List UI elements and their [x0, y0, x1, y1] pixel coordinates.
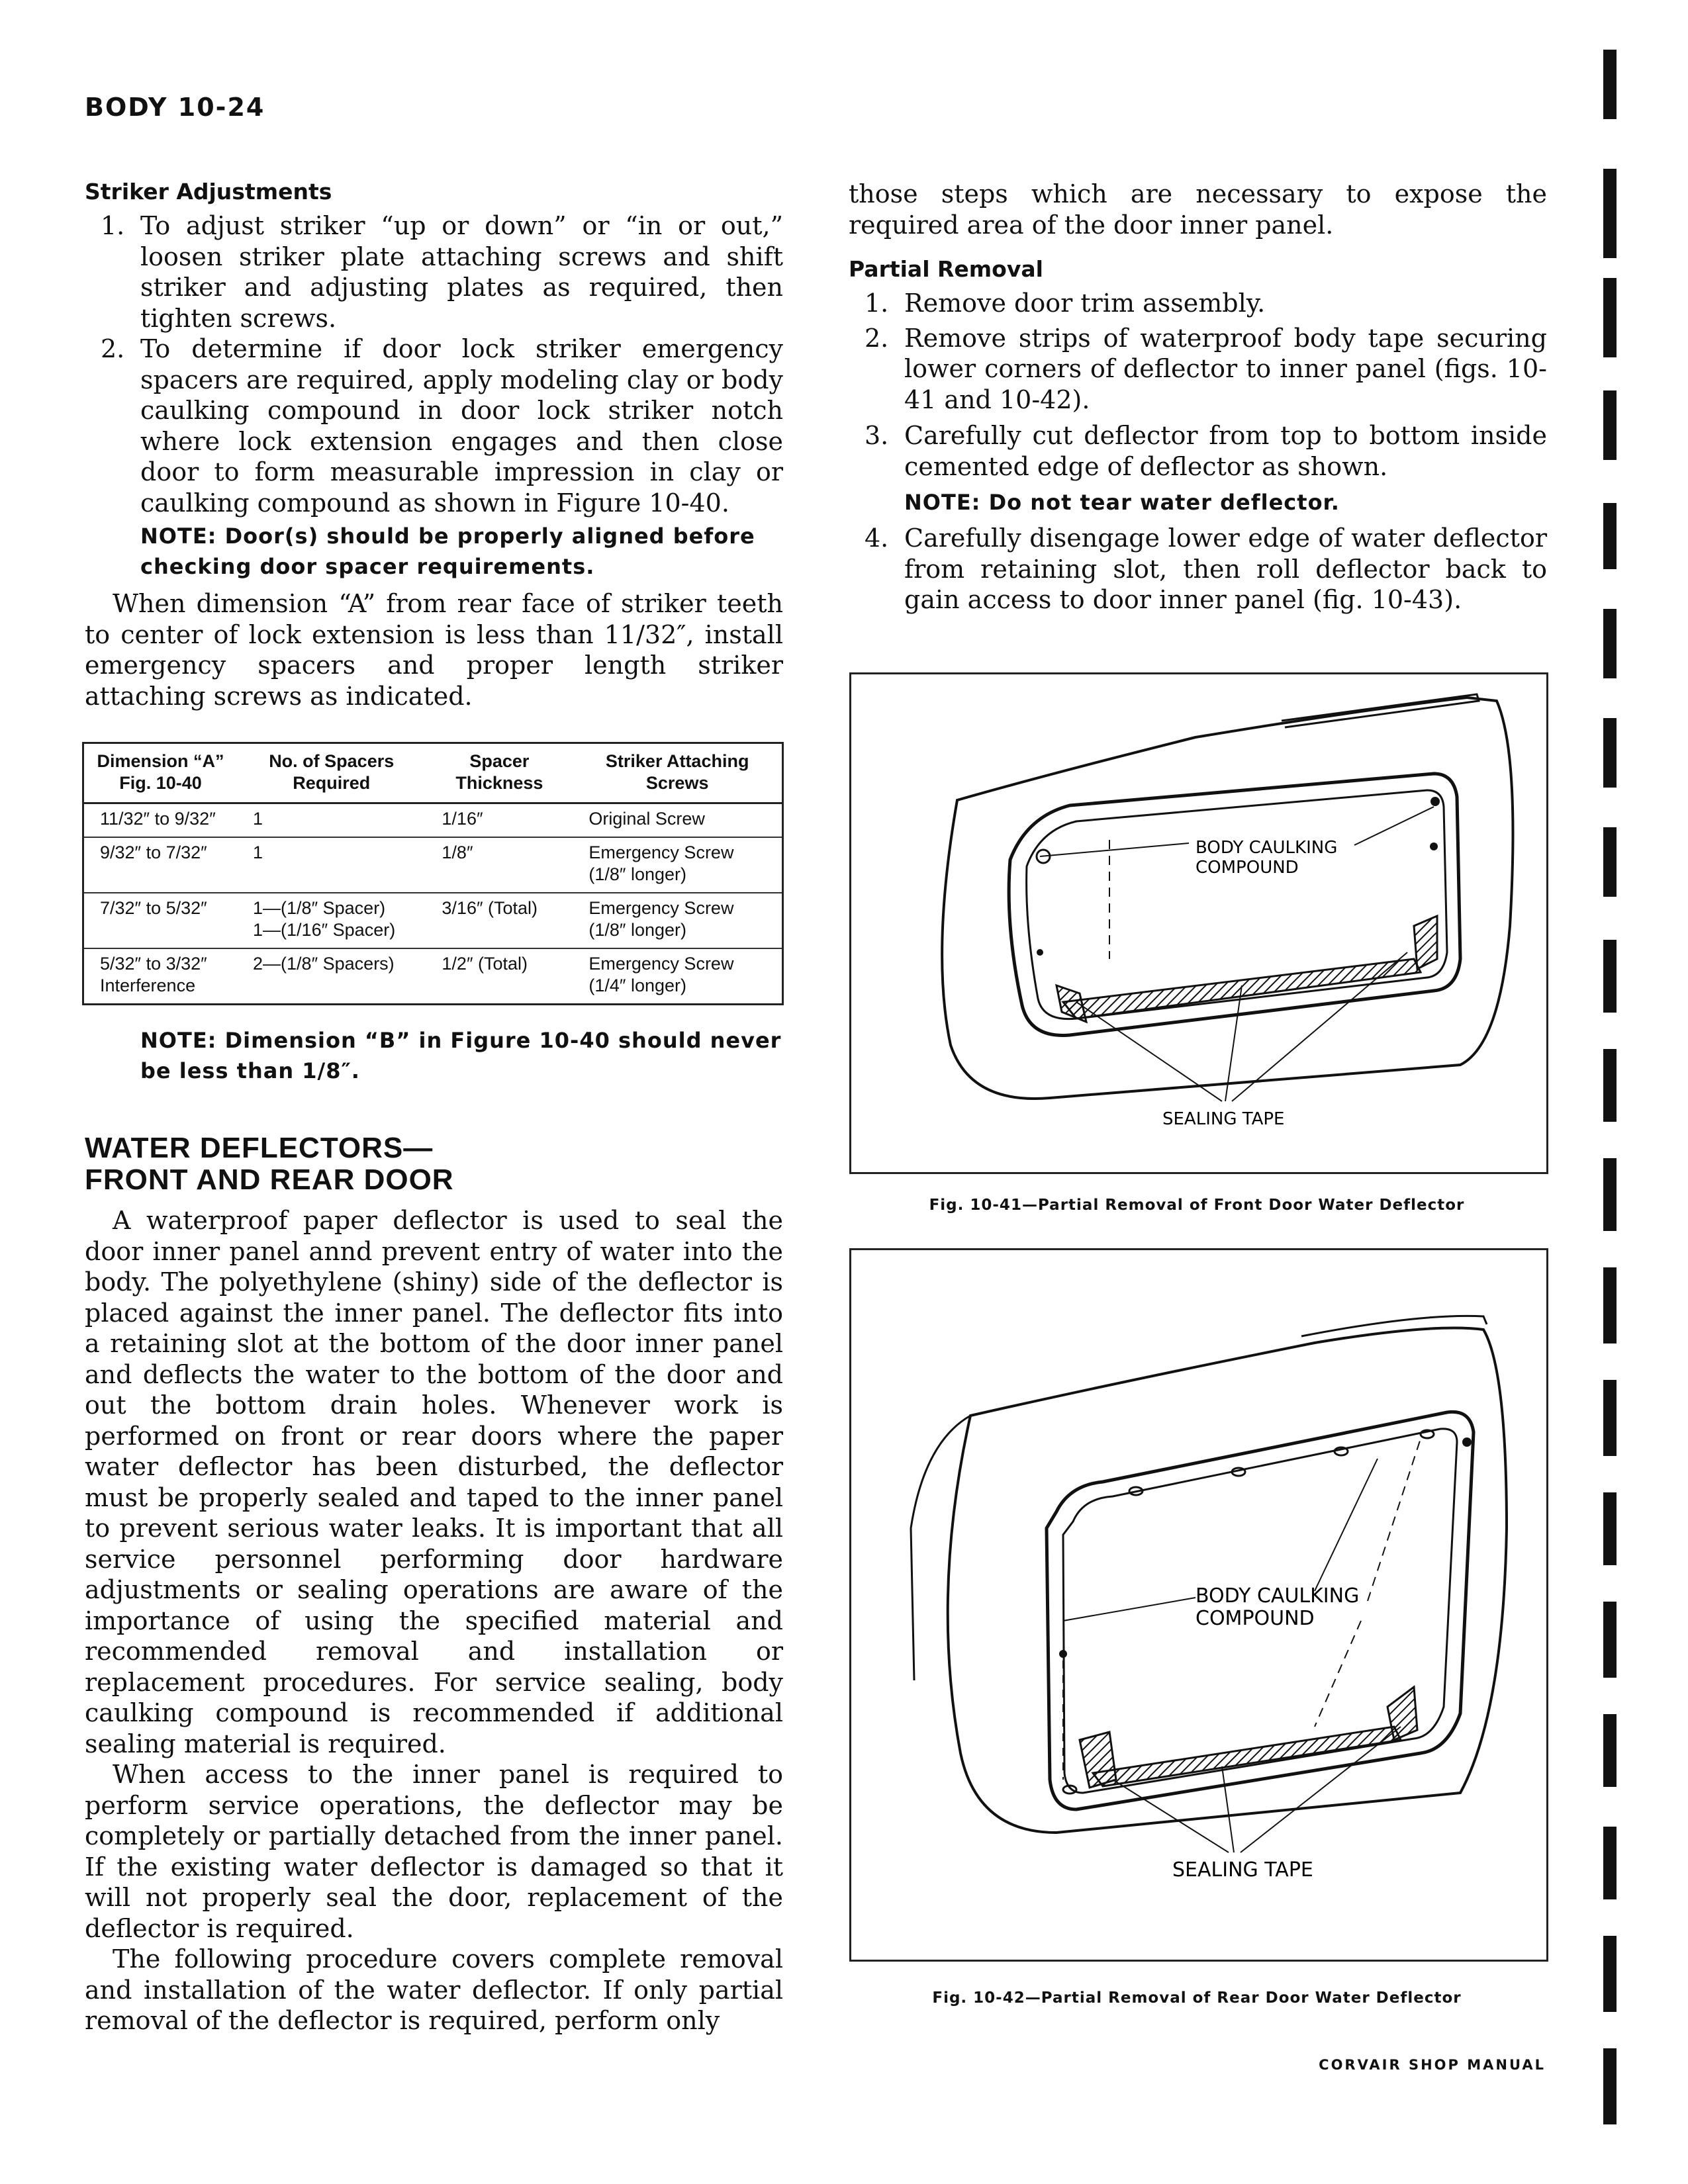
table-header: Striker Attaching Screws [573, 743, 782, 803]
partial-removal-heading: Partial Removal [849, 256, 1043, 282]
fig41-caulk-label-2: COMPOUND [1196, 858, 1299, 878]
fig42-tape-label: SEALING TAPE [1172, 1858, 1313, 1882]
edge-mark [1603, 1049, 1617, 1122]
edge-mark [1603, 1380, 1617, 1456]
edge-mark [1603, 1492, 1617, 1565]
edge-mark [1603, 609, 1617, 678]
figure-10-41 [849, 672, 1548, 1174]
figure-10-41-caption: Fig. 10-41—Partial Removal of Front Door Water Deflector [929, 1197, 1465, 1214]
edge-mark [1603, 2048, 1617, 2124]
fig41-caulk-label-1: BODY CAULKING [1196, 838, 1338, 858]
fig42-caulk-label-1: BODY CAULKING [1196, 1584, 1360, 1608]
page-footer: CORVAIR SHOP MANUAL [1319, 2057, 1546, 2073]
edge-mark [1603, 278, 1617, 357]
figure-10-42 [849, 1248, 1548, 1962]
figure-10-42-caption: Fig. 10-42—Partial Removal of Rear Door Water Deflector [932, 1989, 1462, 2007]
striker-note: NOTE: Door(s) should be properly aligned before checking door spacer requirements. [140, 523, 755, 579]
partial-removal-steps [849, 288, 1547, 482]
deflector-paragraph-2: When access to the inner panel is required to perform service operations, the deflector may be completely or partially detached from the inner panel. If the existing water deflector is damaged so that it will not properly seal the door, replacement of the deflector is required. [85, 1760, 783, 1943]
table-row: 7/32″ to 5/32″ 1—(1/8″ Spacer) 1—(1/16″ Spacer) 3/16″ (Total) Emergency Screw (1/8″ longer) [83, 893, 783, 948]
table-row: 5/32″ to 3/32″ Interference 2—(1/8″ Spacers) 1/2″ (Total) Emergency Screw (1/4″ longer) [83, 948, 783, 1005]
edge-mark [1603, 1936, 1617, 2012]
section-heading: WATER DEFLECTORS— FRONT AND REAR DOOR [85, 1132, 454, 1196]
list-item: 1. To adjust striker “up or down” or “in or out,” loosen striker plate attaching screws and shift striker and adjusting plates as required, then tighten screws. [101, 211, 783, 333]
page-header: BODY 10-24 [85, 93, 265, 122]
edge-mark [1603, 718, 1617, 788]
partial-removal-steps-cont [849, 523, 1547, 615]
left-column [85, 179, 783, 2036]
list-item: 2. To determine if door lock striker emergency spacers are required, apply modeling clay or body caulking compound in door lock striker notch where lock extension engages and then close door to form measurable impression in clay or caulking compound as shown in Figure 10-40. [101, 334, 783, 518]
rear-door-illustration [851, 1250, 1546, 1960]
edge-mark [1603, 940, 1617, 1013]
edge-mark [1603, 1158, 1617, 1231]
edge-mark [1603, 827, 1617, 897]
list-item: 3. Carefully cut deflector from top to bottom inside cemented edge of deflector as shown. [865, 421, 1547, 481]
list-item: 4. Carefully disengage lower edge of water deflector from retaining slot, then roll deflector back to gain access to door inner panel (fig. 10-43). [865, 523, 1547, 614]
edge-mark [1603, 1602, 1617, 1678]
list-item: 1. Remove door trim assembly. [865, 289, 1266, 318]
edge-mark [1603, 1827, 1617, 1899]
edge-mark [1603, 390, 1617, 460]
edge-mark [1603, 1267, 1617, 1343]
list-item: 2. Remove strips of waterproof body tape securing lower corners of deflector to inner panel (figs. 10-41 and 10-42). [865, 323, 1547, 414]
deflector-paragraph-1: A waterproof paper deflector is used to seal the door inner panel annd prevent entry of water into the body. The polyethylene (shiny) side of the deflector is placed against the inner panel. The deflector fits into a retaining slot at the bottom of the door inner panel and deflects the water to the bottom of the door and out the bottom drain holes. Whenever work is performed on front or rear doors where the paper water deflector has been disturbed, the deflector must be properly sealed and taped to the inner panel to prevent serious water leaks. It is important that all service personnel performing door hardware adjustments or sealing operations are aware of the importance of using the specified material and recommended removal and installation or replacement procedures. For service sealing, body caulking compound is recommended if additional sealing material is required. [85, 1206, 783, 1758]
front-door-illustration [851, 674, 1546, 1172]
edge-mark [1603, 169, 1617, 258]
tear-note: NOTE: Do not tear water deflector. [904, 490, 1340, 515]
edge-mark [1603, 1714, 1617, 1787]
fig42-caulk-label-2: COMPOUND [1196, 1607, 1315, 1630]
right-column [849, 179, 1547, 615]
striker-paragraph: When dimension “A” from rear face of striker teeth to center of lock extension is less than 11/32″, install emergency spacers and proper length striker attaching screws as indicated. [85, 589, 783, 711]
table-header: No. of Spacers Required [237, 743, 426, 803]
table-header: Dimension “A” Fig. 10-40 [83, 743, 238, 803]
table-header: Spacer Thickness [426, 743, 573, 803]
striker-steps [85, 210, 783, 518]
dimension-b-note: NOTE: Dimension “B” in Figure 10-40 should never be less than 1/8″. [140, 1028, 782, 1083]
striker-heading: Striker Adjustments [85, 179, 332, 205]
fig41-tape-label: SEALING TAPE [1162, 1109, 1285, 1129]
spacer-table [82, 742, 784, 1005]
edge-mark [1603, 503, 1617, 569]
table-row: 11/32″ to 9/32″ 1 1/16″ Original Screw [83, 803, 783, 838]
deflector-paragraph-3: The following procedure covers complete removal and installation of the water deflector. If only partial removal of the deflector is required, perform only [85, 1944, 783, 2035]
continued-paragraph: those steps which are necessary to expose the required area of the door inner panel. [849, 179, 1547, 240]
edge-mark [1603, 50, 1617, 119]
table-row: 9/32″ to 7/32″ 1 1/8″ Emergency Screw (1/8″ longer) [83, 837, 783, 893]
